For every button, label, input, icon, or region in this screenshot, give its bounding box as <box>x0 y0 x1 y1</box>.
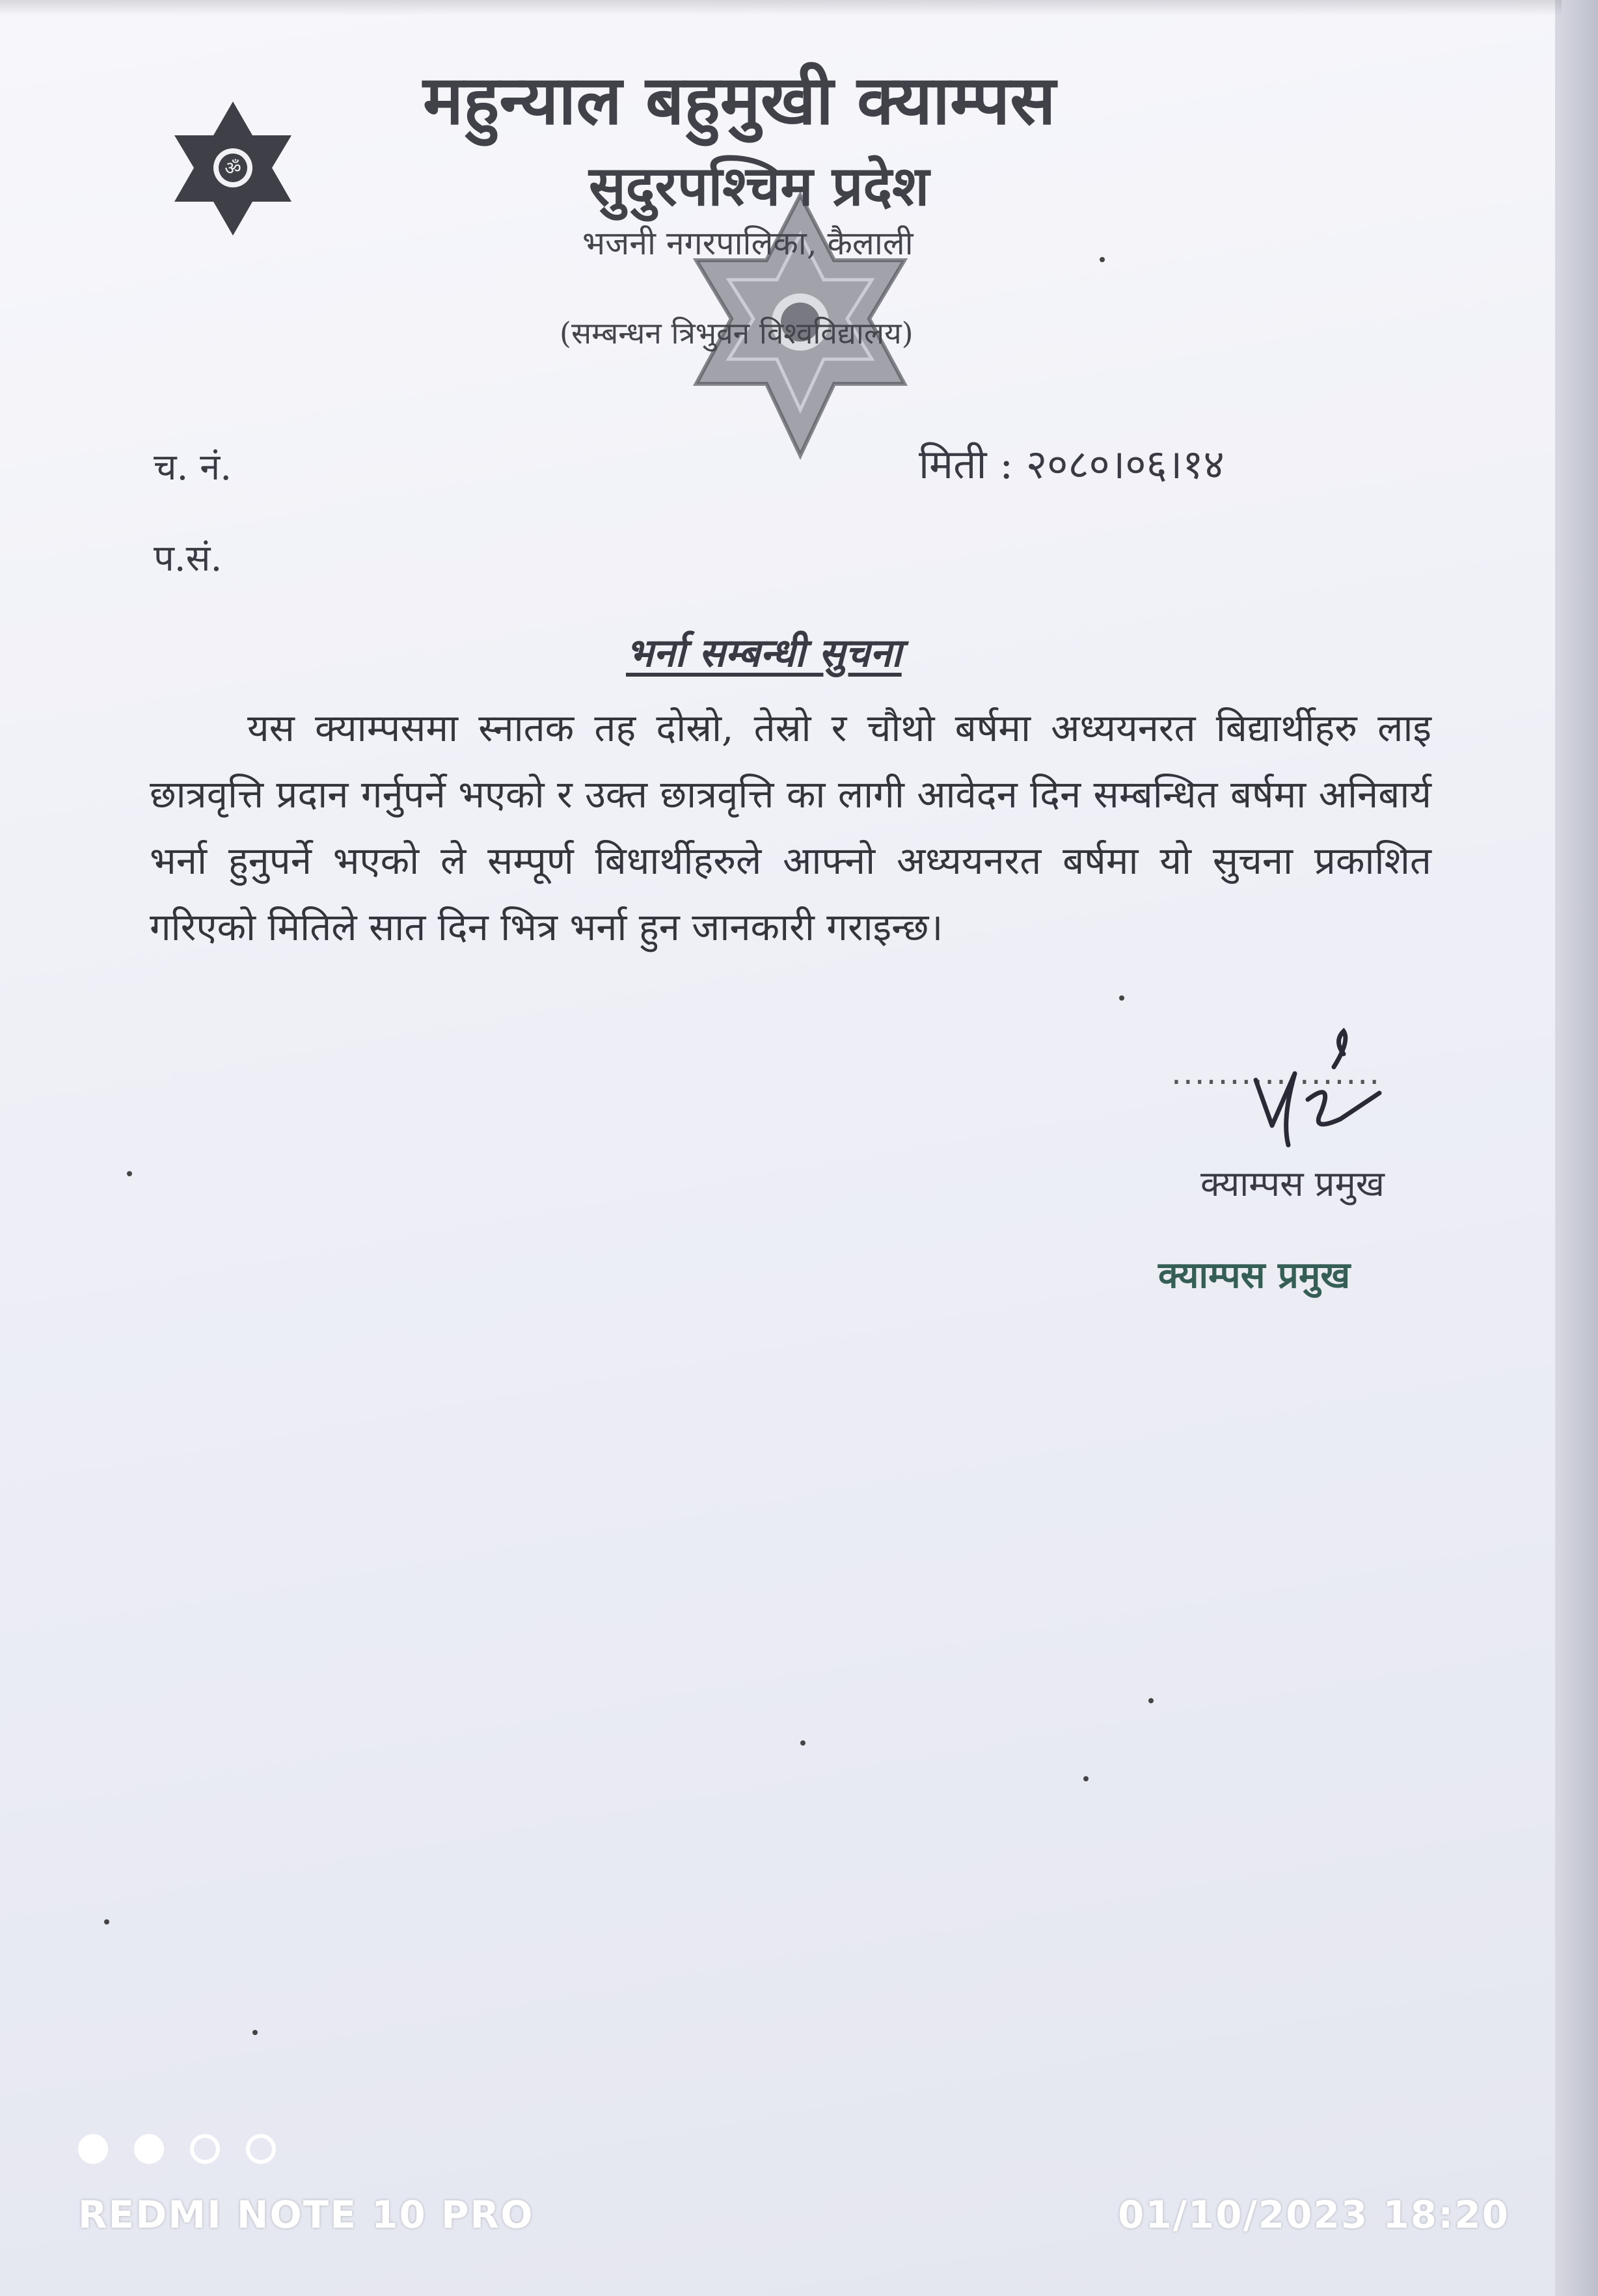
letter-date: मिती : २०८०।०६।१४ <box>919 440 1225 488</box>
campus-name: महुन्याल बहुमुखी क्याम्पस <box>423 60 1056 140</box>
signature-line: .................. <box>1171 1054 1381 1092</box>
ink-speck <box>252 2030 258 2035</box>
svg-text:ॐ: ॐ <box>224 157 241 179</box>
ink-speck <box>1083 1776 1089 1781</box>
ink-speck <box>1148 1698 1154 1703</box>
indicator-dot <box>246 2134 276 2164</box>
ink-speck <box>800 1740 806 1746</box>
ink-speck <box>104 1919 109 1925</box>
ink-speck <box>1100 257 1105 262</box>
green-name-stamp: क्याम्पस प्रमुख <box>1158 1254 1351 1297</box>
camera-timestamp-watermark: 01/10/2023 18:20 <box>1118 2193 1510 2237</box>
ink-speck <box>127 1171 132 1176</box>
ink-speck <box>1119 995 1124 1001</box>
paper-stack-edge <box>1555 0 1598 2296</box>
campus-affiliation: (सम्बन्धन त्रिभुवन विश्वविद्यालय) <box>560 316 914 351</box>
nepal-star-emblem-icon <box>161 96 305 239</box>
camera-page-indicator <box>78 2134 302 2167</box>
top-bleed-shadow <box>0 0 1562 16</box>
province-name: सुदुरपश्चिम प्रदेश <box>589 154 930 218</box>
notice-body: यस क्याम्पसमा स्नातक तह दोस्रो, तेस्रो र चौथो बर्षमा अध्ययनरत बिद्यार्थीहरु लाइ छात्रवृत्ति प्रदान गर्नुपर्ने भएको र उक्त छात्रवृत्ति का लागी आवेदन दिन सम्बन्धित बर्षमा अनिबार्य भर्ना हुनुपर्ने भएको ले सम्पूर्ण बिधार्थीहरुले आफ्नो अध्ययनरत बर्षमा यो सुचना प्रकाशित गरिएको मितिले सात दिन भित्र भर्ना हुन जानकारी गराइन्छ। <box>150 706 1431 949</box>
reference-number-label: च. नं. <box>154 446 232 489</box>
indicator-dot <box>78 2134 108 2164</box>
dispatch-number-label: प.सं. <box>154 537 223 580</box>
campus-address: भजनी नगरपालिका, कैलाली <box>582 224 914 262</box>
handwritten-signature-icon <box>1236 1028 1405 1158</box>
indicator-dot <box>190 2134 220 2164</box>
camera-device-watermark: REDMI NOTE 10 PRO <box>78 2193 534 2237</box>
signatory-title: क्याम्पस प्रमुख <box>1200 1163 1385 1204</box>
notice-heading: भर्ना सम्बन्धी सुचना <box>626 630 902 676</box>
indicator-dot <box>134 2134 164 2164</box>
